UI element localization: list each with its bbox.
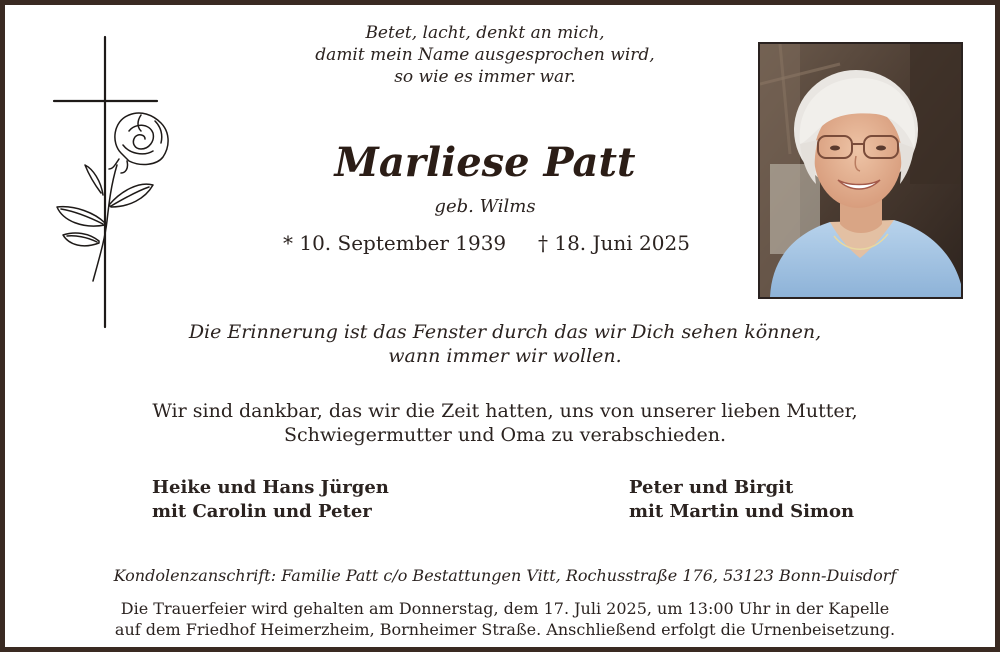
condolence-address: Kondolenzanschrift: Familie Patt c/o Bestattungen Vitt, Rochusstraße 176, 53123 Bonn-Duisdorf bbox=[113, 566, 897, 585]
service-line: auf dem Friedhof Heimerzheim, Bornheimer Straße. Anschließend erfolgt die Urnenbeisetzung. bbox=[114, 620, 896, 639]
family-left bbox=[152, 476, 389, 524]
family-line: Heike und Hans Jürgen bbox=[152, 477, 389, 498]
thanks-text bbox=[135, 399, 875, 447]
poem-line: so wie es immer war. bbox=[394, 67, 576, 87]
family-line: Peter und Birgit bbox=[629, 477, 794, 498]
portrait-photo bbox=[758, 42, 963, 299]
birth-date: * 10. September 1939 bbox=[283, 231, 507, 255]
birth-name: geb. Wilms bbox=[434, 196, 536, 217]
memorial-quote bbox=[155, 320, 855, 368]
death-date: † 18. Juni 2025 bbox=[538, 231, 690, 255]
family-right bbox=[629, 476, 854, 524]
cross-with-rose-icon bbox=[49, 35, 179, 339]
service-line: Die Trauerfeier wird gehalten am Donnerstag, dem 17. Juli 2025, um 13:00 Uhr in der Kapelle bbox=[120, 599, 890, 618]
thanks-line: Wir sind dankbar, das wir die Zeit hatten, uns von unserer lieben Mutter, bbox=[152, 400, 858, 422]
poem bbox=[255, 22, 715, 88]
poem-line: damit mein Name ausgesprochen wird, bbox=[315, 45, 655, 65]
quote-line: Die Erinnerung ist das Fenster durch das wir Dich sehen können, bbox=[188, 321, 822, 343]
quote-line: wann immer wir wollen. bbox=[388, 345, 622, 367]
family-line: mit Martin und Simon bbox=[629, 501, 855, 522]
thanks-line: Schwiegermutter und Oma zu verabschieden. bbox=[284, 424, 726, 446]
service-info bbox=[65, 598, 945, 640]
poem-line: Betet, lacht, denkt an mich, bbox=[365, 23, 605, 43]
family-line: mit Carolin und Peter bbox=[152, 501, 372, 522]
deceased-name: Marliese Patt bbox=[334, 139, 636, 186]
